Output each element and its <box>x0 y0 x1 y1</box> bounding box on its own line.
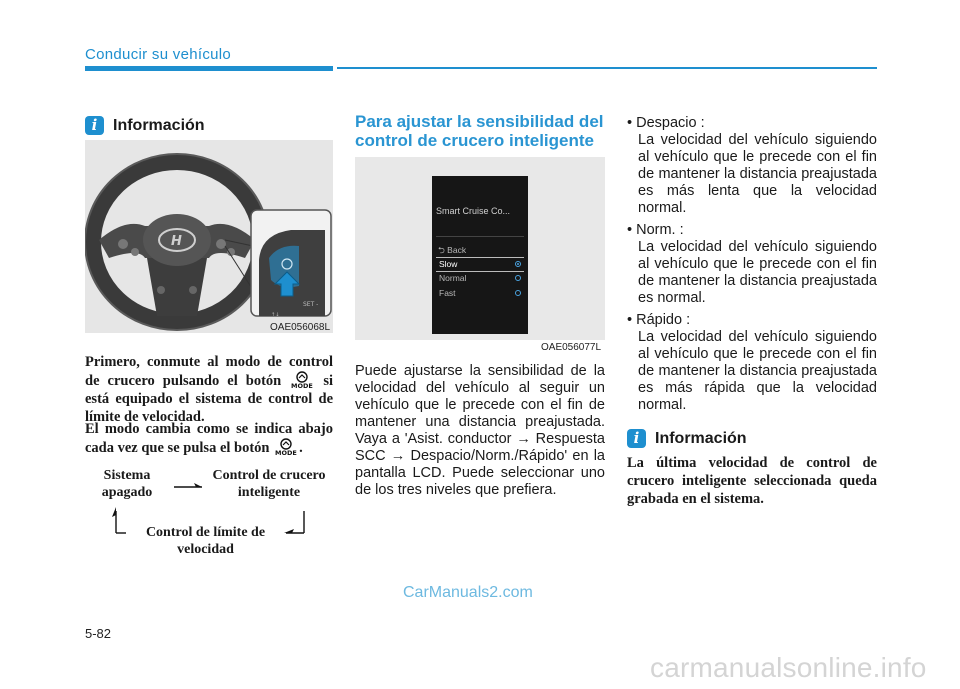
paragraph-mode-cycle: El modo cambia como se indica abajo cada vez que se pulsa el botón MODE . <box>85 421 333 456</box>
radio-icon <box>515 275 521 281</box>
figure-code-left: OAE056068L <box>270 322 331 333</box>
section-heading: Para ajustar la sensibilidad del control de crucero inteligente <box>355 112 604 150</box>
header-rule-thick <box>85 66 333 71</box>
flow-node-speed-limit: Control de límite de velocidad <box>145 525 266 557</box>
steering-wheel-illustration <box>85 140 333 333</box>
info-icon: i <box>627 429 646 448</box>
info-header-right <box>627 429 747 448</box>
mode-button-icon <box>289 371 315 389</box>
flow-arrows <box>100 475 340 545</box>
steering-wheel-figure <box>85 140 333 333</box>
sensitivity-list <box>627 115 877 414</box>
list-item: • Norm. : La velocidad del vehículo siguiendo al vehículo que le precede con el fin de mantener la distancia preajustada es normal. <box>627 222 877 306</box>
svg-text:H: H <box>171 234 182 249</box>
lcd-figure <box>355 157 605 340</box>
lcd-title: Smart Cruise Co... <box>436 206 511 216</box>
radio-icon <box>515 290 521 296</box>
page-number: 5-82 <box>85 626 112 641</box>
header-rule-thin <box>337 67 877 69</box>
flow-node-smart-cruise: Control de crucero inteligente <box>212 468 326 500</box>
svg-text:↑↓: ↑↓ <box>271 312 280 318</box>
lcd-screen <box>432 176 528 334</box>
lcd-option-normal[interactable]: Normal <box>436 272 524 285</box>
section-title: Conducir su vehículo <box>85 46 232 63</box>
info-icon: i <box>85 116 104 135</box>
flow-node-system-off: Sistema apagado <box>101 468 153 500</box>
info-note-right: La última velocidad de control de crucero inteligente seleccionada queda grabada en el sistema. <box>627 455 877 507</box>
mode-button-icon-2 <box>273 438 299 456</box>
watermark-bottom: carmanualsonline.info <box>650 652 927 683</box>
watermark-link[interactable]: CarManuals2.com <box>403 584 533 601</box>
lcd-option-fast[interactable]: Fast <box>436 287 524 300</box>
figure-code-middle: OAE056077L <box>541 342 602 353</box>
info-header-left <box>85 116 205 135</box>
svg-text:MODE: MODE <box>275 449 297 456</box>
info-title: Información <box>655 429 747 447</box>
svg-text:MODE: MODE <box>291 382 314 389</box>
list-item: • Rápido : La velocidad del vehículo siguiendo al vehículo que le precede con el fin de mantener la distancia preajustada es más rápida que la velocidad normal. <box>627 312 877 413</box>
lcd-back[interactable]: ⮌ Back <box>438 245 467 255</box>
back-icon: ⮌ <box>438 245 448 255</box>
info-title: Información <box>113 116 205 134</box>
lcd-option-slow[interactable]: Slow <box>436 257 524 272</box>
radio-selected-icon <box>515 261 521 267</box>
list-item: • Despacio : La velocidad del vehículo siguiendo al vehículo que le precede con el fin de mantener la distancia preajustada es más lenta que la velocidad normal. <box>627 115 877 216</box>
svg-text:SET -: SET - <box>303 301 319 308</box>
paragraph-sensitivity: Puede ajustarse la sensibilidad de la velocidad del vehículo al seguir un vehículo que le precede con el fin de mantener una distancia preajustada. Vaya a 'Asist. conductor → Respuesta SCC → Despacio/Norm./Rápido' en la pantalla LCD. Puede seleccionar uno de los tres niveles que prefiera. <box>355 363 605 498</box>
paragraph-switch-mode: Primero, conmute al modo de control de crucero pulsando el botón MODE si está equipado el sistema de control de límite de velocidad. <box>85 354 334 425</box>
